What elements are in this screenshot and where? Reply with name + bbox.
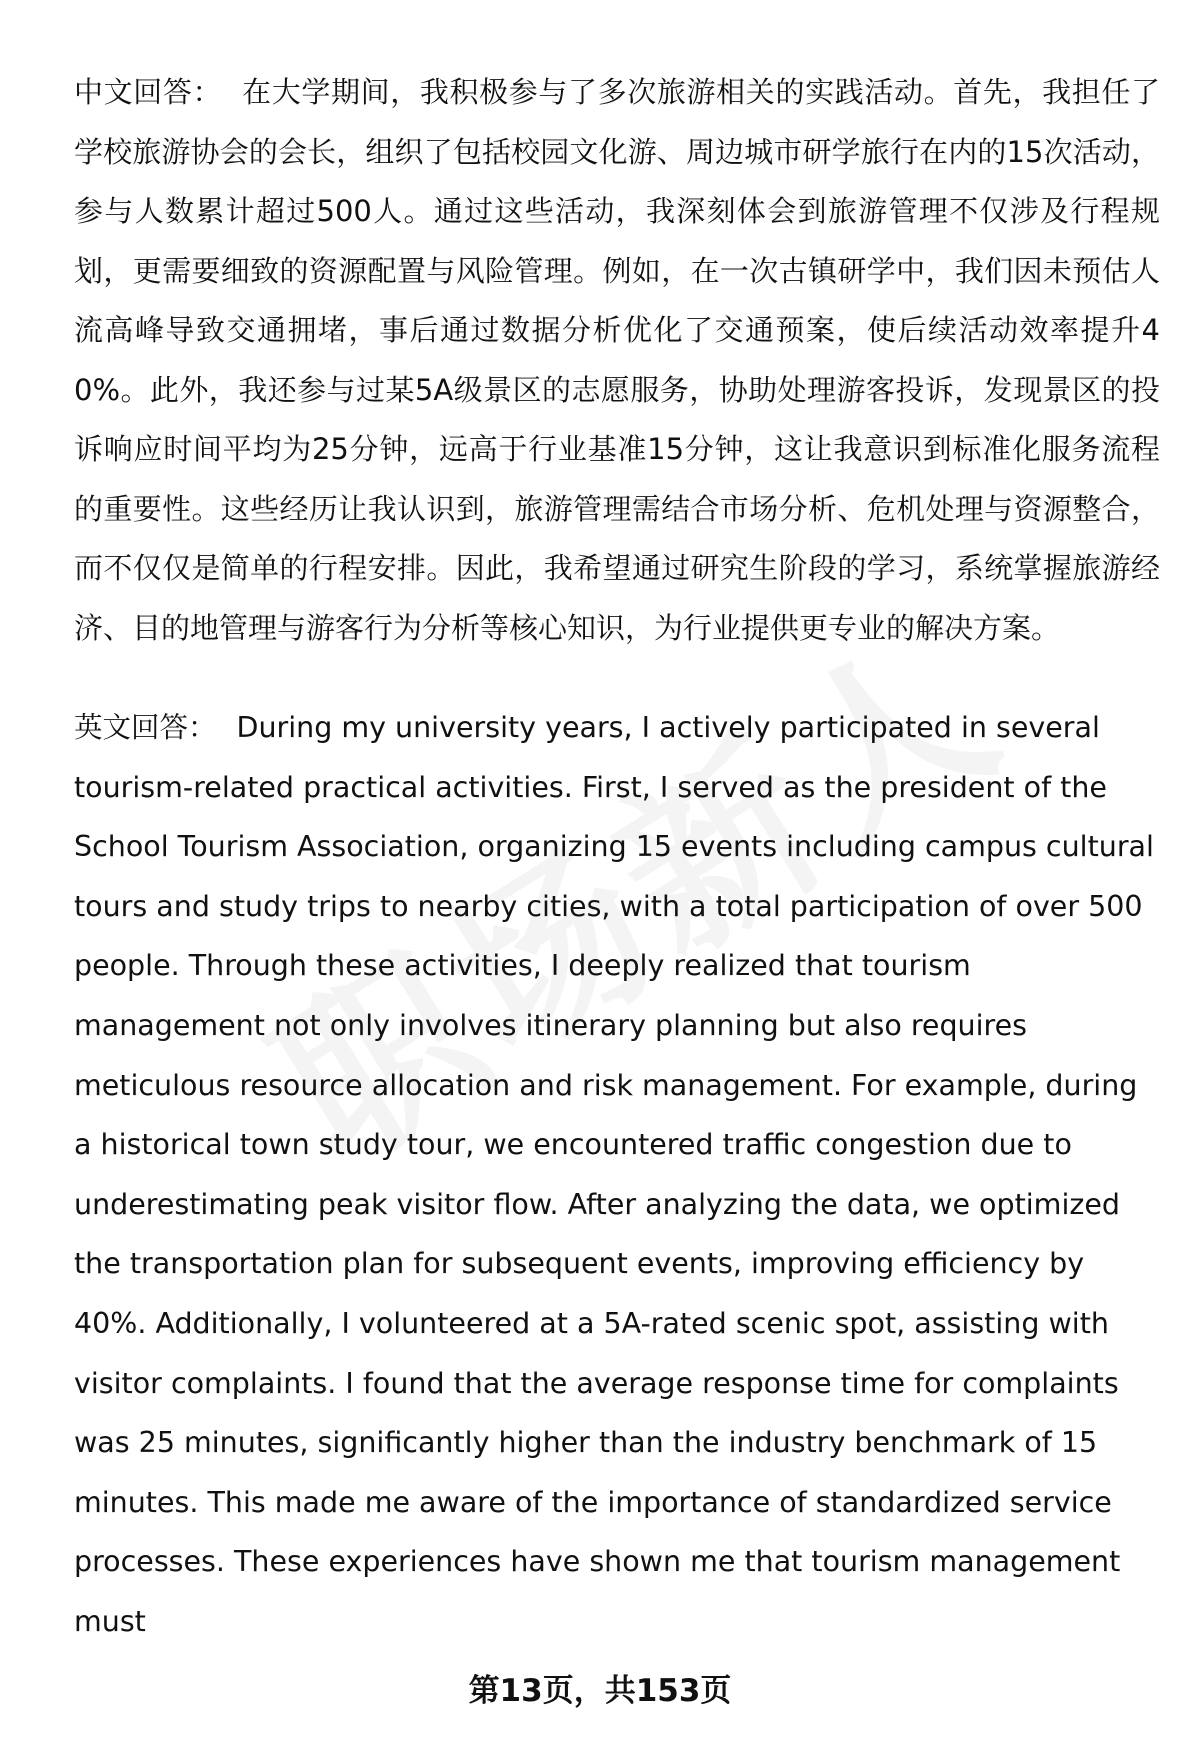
chinese-answer-label: 中文回答： xyxy=(74,75,223,109)
english-answer-label: 英文回答： xyxy=(74,711,217,744)
english-answer-paragraph xyxy=(74,698,1160,1652)
page-content xyxy=(74,63,1160,1652)
chinese-answer-text: 在大学期间，我积极参与了多次旅游相关的实践活动。首先，我担任了学校旅游协会的会长，组织了包括校园文化游、周边城市研学旅行在内的15次活动，参与人数累计超过500人。通过这些活动，我深刻体会到旅游管理不仅涉及行程规划，更需要细致的资源配置与风险管理。例如，在一次古镇研学中，我们因未预估人流高峰导致交通拥堵，事后通过数据分析优化了交通预案，使后续活动效率提升40%。此外，我还参与过某5A级景区的志愿服务，协助处理游客投诉，发现景区的投诉响应时间平均为25分钟，远高于行业基准15分钟，这让我意识到标准化服务流程的重要性。这些经历让我认识到，旅游管理需结合市场分析、危机处理与资源整合，而不仅仅是简单的行程安排。因此，我希望通过研究生阶段的学习，系统掌握旅游经济、目的地管理与游客行为分析等核心知识，为行业提供更专业的解决方案。 xyxy=(74,75,1160,645)
page-number-footer: 第13页，共153页 xyxy=(468,1673,732,1709)
english-answer-text: During my university years, I actively participated in several tourism-related practical activities. First, I served as the president of the School Tourism Association, organizing 15 events including campus cultural tours and study trips to nearby cities, with a total participation of over 500 people. Through these activities, I deeply realized that tourism management not only involves itinerary planning but also requires meticulous resource allocation and risk management. For example, during a historical town study tour, we encountered traffic congestion due to underestimating peak visitor flow. After analyzing the data, we optimized the transportation plan for subsequent events, improving efficiency by 40%. Additionally, I volunteered at a 5A-rated scenic spot, assisting with visitor complaints. I found that the average response time for complaints was 25 minutes, significantly higher than the industry benchmark of 15 minutes. This made me aware of the importance of standardized service processes. These experiences have shown me that tourism management must xyxy=(74,711,1154,1638)
chinese-answer-paragraph xyxy=(74,63,1160,658)
